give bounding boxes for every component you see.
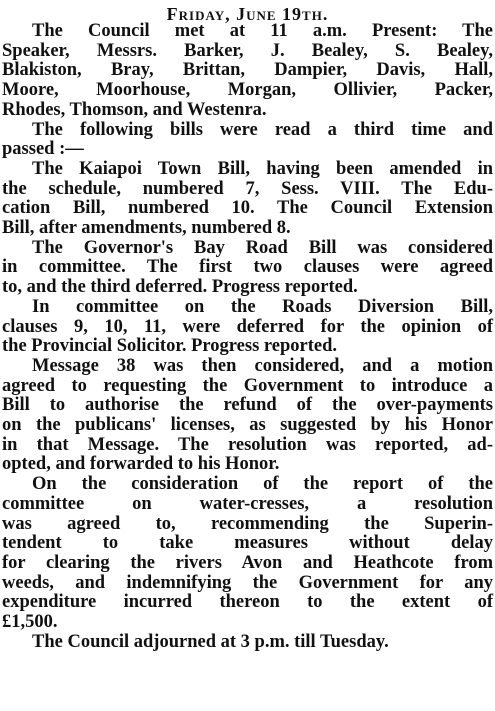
text-line: The following bills were read a third time and xyxy=(32,119,493,140)
paragraph xyxy=(2,298,493,357)
paragraph xyxy=(2,22,493,121)
text-line: passed :— xyxy=(2,139,84,160)
text-line: Rhodes, Thomson, and Westenra. xyxy=(2,99,267,120)
text-line: Speaker, Messrs. Barker, J. Bealey, S. Bealey, xyxy=(2,40,493,61)
text-line: clauses 9, 10, 11, were deferred for the opinion of xyxy=(2,316,493,337)
text-line: opted, and forwarded to his Honor. xyxy=(2,454,280,475)
text-line: agreed to requesting the Government to introduce a xyxy=(2,375,493,396)
text-line: The Council met at 11 a.m. Present: The xyxy=(32,21,493,41)
text-line: in that Message. The resolution was reported, ad- xyxy=(2,434,493,455)
text-line: The Kaiapoi Town Bill, having been amended in xyxy=(32,158,493,179)
newspaper-page xyxy=(2,0,493,711)
text-line: on the publicans' licenses, as suggested by his Honor xyxy=(2,415,493,436)
paragraph xyxy=(2,475,493,633)
text-line: cation Bill, numbered 10. The Council Extension xyxy=(2,198,493,219)
text-line: the schedule, numbered 7, Sess. VIII. The Edu- xyxy=(2,178,493,199)
paragraph xyxy=(2,357,493,475)
text-line: in committee. The first two clauses were agreed xyxy=(2,257,493,278)
text-line: Bill to authorise the refund of the over-payments xyxy=(2,395,493,416)
text-line: The Council adjourned at 3 p.m. till Tuesday. xyxy=(32,631,389,652)
text-line: Message 38 was then considered, and a motion xyxy=(32,355,493,376)
date-heading: Friday, June 19th. xyxy=(166,4,329,24)
text-line: was agreed to, recommending the Superin- xyxy=(2,513,493,534)
text-line: Blakiston, Bray, Brittan, Dampier, Davis, Hall, xyxy=(2,60,493,81)
council-proceedings-article xyxy=(2,22,493,707)
text-line: the Provincial Solicitor. Progress reported. xyxy=(2,336,338,357)
text-line: Bill, after amendments, numbered 8. xyxy=(2,218,291,239)
paragraph xyxy=(2,633,493,653)
paragraph xyxy=(2,160,493,239)
text-line: In committee on the Roads Diversion Bill, xyxy=(32,296,493,317)
text-line: Moore, Moorhouse, Morgan, Ollivier, Packer, xyxy=(2,80,493,101)
paragraph xyxy=(2,239,493,298)
text-line: for clearing the rivers Avon and Heathcote from xyxy=(2,552,493,573)
text-line: £1,500. xyxy=(2,612,58,633)
text-line: expenditure incurred thereon to the extent of xyxy=(2,592,493,613)
text-line: to, and the third deferred. Progress reported. xyxy=(2,277,358,298)
text-line: weeds, and indemnifying the Government for any xyxy=(2,572,493,593)
text-line: tendent to take measures without delay xyxy=(2,533,493,554)
text-line: committee on water-cresses, a resolution xyxy=(2,493,493,514)
text-line: The Governor's Bay Road Bill was considered xyxy=(32,237,493,258)
paragraph xyxy=(2,121,493,160)
text-line: On the consideration of the report of the xyxy=(32,474,493,495)
